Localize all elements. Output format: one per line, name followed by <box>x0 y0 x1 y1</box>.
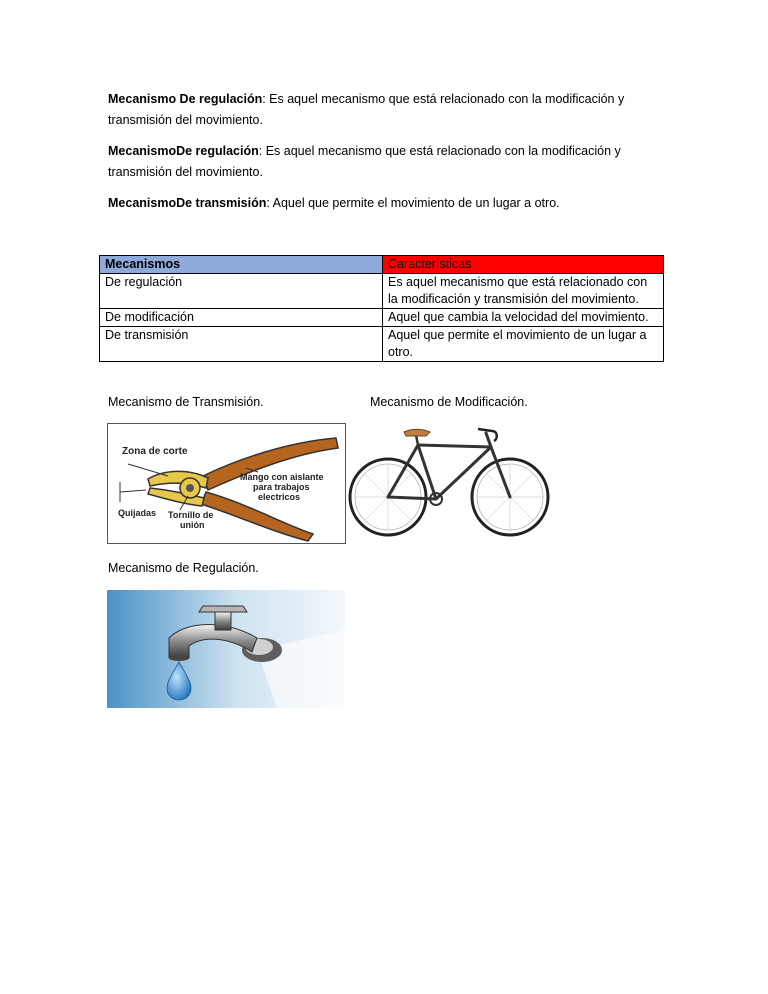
label-mango-3: electricos <box>258 492 301 502</box>
table-header-caracteristicas: Características <box>383 256 664 274</box>
label-mango-1: Mango con aislante <box>240 472 324 482</box>
pliers-image <box>107 423 346 544</box>
faucet-handle <box>199 606 247 612</box>
table-row <box>100 327 664 362</box>
paragraph-text: : Es aquel mecanismo que está relacionado con la modificación y transmisión del movimiento. <box>108 92 625 127</box>
pliers-illustration <box>108 424 345 543</box>
caption-modificacion: Mecanismo de Modificación. <box>370 395 528 409</box>
table-header-row <box>100 256 664 274</box>
paragraph-term: MecanismoDe transmisión <box>108 196 267 210</box>
paragraph-regulacion-2 <box>108 141 648 183</box>
caption-transmision: Mecanismo de Transmisión. <box>108 395 264 409</box>
table-row <box>100 309 664 327</box>
faucet-valve <box>215 612 231 630</box>
label-zona-de-corte: Zona de corte <box>122 446 188 457</box>
paragraph-term: MecanismoDe regulación <box>108 144 259 158</box>
table-cell-mecanismo: De transmisión <box>100 327 383 362</box>
table-header-mecanismos: Mecanismos <box>100 256 383 274</box>
pliers-screw <box>186 484 194 492</box>
bicycle-frame <box>388 433 510 499</box>
label-tornillo-1: Tornillo de <box>168 510 214 520</box>
saddle <box>404 429 430 436</box>
table-cell-caracteristica: Es aquel mecanismo que está relacionado con la modificación y transmisión del movimiento. <box>383 274 664 309</box>
table-cell-caracteristica: Aquel que cambia la velocidad del movimiento. <box>383 309 664 327</box>
paragraph-text: : Es aquel mecanismo que está relacionado con la modificación y transmisión del movimiento. <box>108 144 621 179</box>
bicycle-image <box>346 419 552 540</box>
paragraph-text: : Aquel que permite el movimiento de un lugar a otro. <box>266 196 560 210</box>
caption-regulacion: Mecanismo de Regulación. <box>108 561 259 575</box>
label-quijadas: Quijadas <box>118 508 157 518</box>
faucet-illustration <box>107 590 345 708</box>
mechanisms-table <box>99 255 664 362</box>
paragraph-regulacion-1 <box>108 89 648 131</box>
paragraph-transmision <box>108 193 648 214</box>
table-row <box>100 274 664 309</box>
bicycle-illustration <box>346 419 552 540</box>
table-cell-mecanismo: De modificación <box>100 309 383 327</box>
table-cell-caracteristica: Aquel que permite el movimiento de un lugar a otro. <box>383 327 664 362</box>
paragraph-term: Mecanismo De regulación <box>108 92 263 106</box>
label-tornillo-2: unión <box>180 520 205 530</box>
leader-line <box>120 490 146 492</box>
faucet-outlet <box>169 655 189 661</box>
faucet-image <box>107 590 345 708</box>
leader-line <box>128 464 168 476</box>
label-mango-2: para trabajos <box>253 482 310 492</box>
table-cell-mecanismo: De regulación <box>100 274 383 309</box>
spokes <box>355 464 543 530</box>
